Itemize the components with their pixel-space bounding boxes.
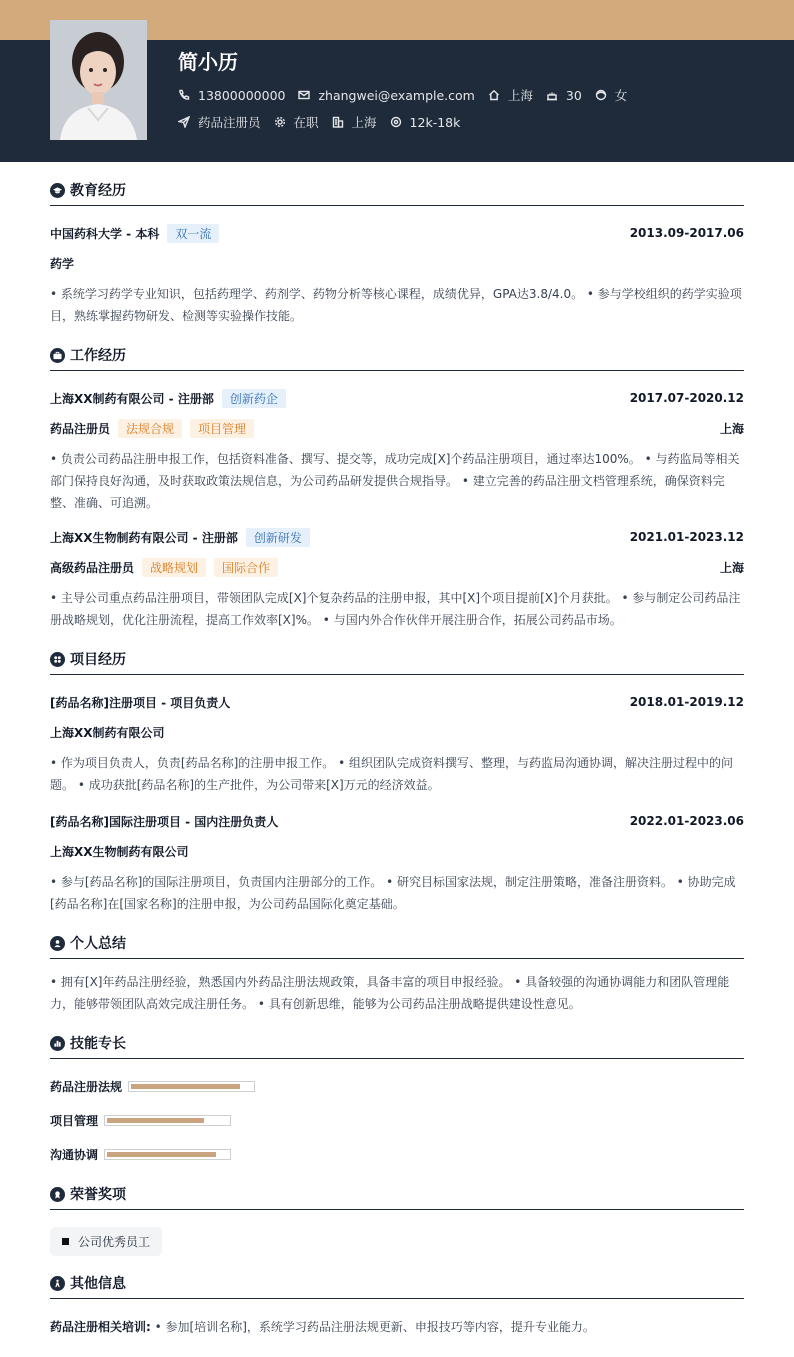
briefcase-icon — [50, 348, 65, 363]
city-text: 上海 — [507, 88, 533, 103]
send-icon — [178, 116, 190, 128]
salary-text: 12k-18k — [409, 114, 461, 130]
skills-list — [50, 1077, 744, 1163]
age-text: 30 — [565, 87, 582, 103]
profile-photo — [50, 20, 147, 140]
projects-section — [50, 650, 744, 915]
work-company-row — [50, 389, 744, 407]
skill-fill — [131, 1084, 240, 1089]
project-name: [药品名称]国际注册项目 - 国内注册负责人 — [50, 814, 279, 829]
gear-icon — [274, 116, 286, 128]
project-desc: • 参与[药品名称]的国际注册项目，负责国内注册部分的工作。 • 研究目标国家法规，制定注册策略，准备注册资料。 • 协助完成[药品名称]在[国家名称]的注册申报，为公司药品国际化奠定基础。 — [50, 875, 736, 911]
skill-bar — [128, 1081, 255, 1092]
company-tag: 创新研发 — [246, 528, 310, 547]
project-company: 上海XX生物制药有限公司 — [50, 844, 189, 859]
section-header — [50, 1034, 744, 1059]
section-title: 项目经历 — [70, 652, 126, 668]
grid-icon — [50, 652, 65, 667]
role-tag: 国际合作 — [214, 558, 278, 577]
position-info — [178, 113, 261, 131]
project-company-row — [50, 723, 744, 741]
education-row — [50, 224, 744, 242]
company-name: 上海XX制药有限公司 - 注册部 — [50, 391, 214, 406]
role-wrap — [50, 419, 254, 438]
education-date: 2013.09-2017.06 — [629, 226, 744, 240]
coin-icon — [390, 116, 402, 128]
phone-icon — [178, 89, 190, 101]
role-wrap — [50, 558, 278, 577]
major-row — [50, 254, 744, 272]
candidate-name: 简小历 — [178, 50, 238, 74]
resume-body — [0, 181, 794, 1335]
project-name: [药品名称]注册项目 - 项目负责人 — [50, 695, 231, 710]
skill-name: 药品注册法规 — [50, 1079, 123, 1094]
other-section — [50, 1274, 744, 1335]
status-info — [274, 113, 319, 131]
section-header — [50, 181, 744, 206]
company-wrap — [50, 389, 286, 408]
project-item — [50, 693, 744, 796]
skill-item — [50, 1111, 744, 1129]
person-face-icon — [595, 89, 607, 101]
school-wrap — [50, 224, 219, 243]
section-title: 个人总结 — [70, 936, 126, 952]
skill-item — [50, 1077, 744, 1095]
work-city: 上海 — [719, 560, 744, 575]
person-walking-icon — [50, 1276, 65, 1291]
bar-chart-icon — [50, 1036, 65, 1051]
resume-header — [0, 40, 794, 162]
skill-bar — [104, 1149, 231, 1160]
project-company: 上海XX制药有限公司 — [50, 725, 165, 740]
skill-fill — [107, 1152, 216, 1157]
award-icon — [50, 1187, 65, 1202]
section-title: 其他信息 — [70, 1276, 126, 1292]
skill-name: 项目管理 — [50, 1113, 99, 1128]
work-desc: • 负责公司药品注册申报工作，包括资料准备、撰写、提交等，成功完成[X]个药品注册项目，通过率达100%。 • 与药监局等相关部门保持良好沟通，及时获取政策法规信息，为公司药品研发提供合规指导。 • 建立完善的药品注册文档管理系统，确保资料完整、准确、可追溯。 — [50, 452, 740, 510]
phone-info — [178, 88, 285, 103]
other-info — [50, 1318, 744, 1335]
work-date: 2017.07-2020.12 — [629, 391, 744, 405]
project-date: 2018.01-2019.12 — [629, 695, 744, 709]
email-info — [298, 88, 474, 103]
status-text: 在职 — [293, 115, 319, 130]
work-city: 上海 — [719, 421, 744, 436]
section-header — [50, 1185, 744, 1210]
role-tag: 项目管理 — [190, 419, 254, 438]
section-title: 教育经历 — [70, 183, 126, 199]
award-text: 公司优秀员工 — [78, 1235, 151, 1249]
skills-section — [50, 1034, 744, 1163]
role-tag: 法规合规 — [118, 419, 182, 438]
graduation-cap-icon — [50, 183, 65, 198]
mail-icon — [298, 89, 310, 101]
role-tag: 战略规划 — [142, 558, 206, 577]
project-item — [50, 812, 744, 915]
school-tag: 双一流 — [167, 224, 219, 243]
user-icon — [50, 936, 65, 951]
work-item — [50, 528, 744, 631]
section-header — [50, 650, 744, 675]
summary-desc: • 拥有[X]年药品注册经验，熟悉国内外药品注册法规政策，具备丰富的项目申报经验。 • 具备较强的沟通协调能力和团队管理能力，能够带领团队高效完成注册任务。 • 具有创新思维，能够为公司药品注册战略提供建设性意见。 — [50, 975, 730, 1011]
education-section — [50, 181, 744, 327]
section-header — [50, 934, 744, 959]
section-header — [50, 346, 744, 371]
section-title: 工作经历 — [70, 348, 126, 364]
company-name: 上海XX生物制药有限公司 - 注册部 — [50, 530, 238, 545]
work-desc: • 主导公司重点药品注册项目，带领团队完成[X]个复杂药品的注册申报，其中[X]个项目提前[X]个月获批。 • 参与制定公司药品注册战略规划，优化注册流程，提高工作效率[X]%。 • 与国内外合作伙伴开展注册合作，拓展公司药品市场。 — [50, 591, 741, 627]
skill-name: 沟通协调 — [50, 1147, 99, 1162]
role-name: 高级药品注册员 — [50, 560, 135, 575]
work-role-row — [50, 558, 744, 576]
section-title: 技能专长 — [70, 1036, 126, 1052]
age-info — [546, 88, 582, 103]
major: 药学 — [50, 256, 75, 271]
square-bullet-icon — [62, 1238, 69, 1245]
city-info — [488, 86, 533, 104]
project-company-row — [50, 842, 744, 860]
section-title: 荣誉奖项 — [70, 1187, 126, 1203]
work-date: 2021.01-2023.12 — [629, 530, 744, 544]
education-desc: • 系统学习药学专业知识，包括药理学、药剂学、药物分析等核心课程，成绩优异，GPA达3.8/4.0。 • 参与学校组织的药学实验项目，熟练掌握药物研发、检测等实验操作技能。 — [50, 287, 742, 323]
company-wrap — [50, 528, 310, 547]
contact-row — [178, 86, 640, 104]
other-desc: • 参加[培训名称]，系统学习药品注册法规更新、申报技巧等内容，提升专业能力。 — [154, 1320, 595, 1334]
email-text: zhangwei@example.com — [318, 87, 475, 103]
project-desc: • 作为项目负责人，负责[药品名称]的注册申报工作。 • 组织团队完成资料撰写、整理，与药监局沟通协调，解决注册过程中的问题。 • 成功获批[药品名称]的生产批件，为公司带来[X]万元的经济效益。 — [50, 756, 733, 792]
home-icon — [488, 89, 500, 101]
summary-section — [50, 934, 744, 1015]
building-icon — [332, 116, 344, 128]
role-name: 药品注册员 — [50, 421, 111, 436]
work-item — [50, 389, 744, 514]
salary-info — [390, 115, 461, 130]
skill-fill — [107, 1118, 204, 1123]
position-text: 药品注册员 — [198, 115, 261, 130]
awards-section — [50, 1185, 744, 1256]
skill-item — [50, 1145, 744, 1163]
target-city-text: 上海 — [351, 115, 377, 130]
phone-text: 13800000000 — [198, 87, 286, 103]
other-label: 药品注册相关培训: — [50, 1320, 151, 1334]
school-name: 中国药科大学 - 本科 — [50, 226, 160, 241]
skill-bar — [104, 1115, 231, 1126]
award-badge — [50, 1227, 162, 1256]
company-tag: 创新药企 — [222, 389, 286, 408]
gender-info — [595, 86, 628, 104]
job-intent-row — [178, 113, 473, 131]
cake-icon — [546, 89, 558, 101]
work-role-row — [50, 419, 744, 437]
target-city-info — [332, 113, 377, 131]
gender-text: 女 — [614, 88, 628, 103]
project-row — [50, 812, 744, 830]
work-company-row — [50, 528, 744, 546]
project-row — [50, 693, 744, 711]
project-date: 2022.01-2023.06 — [629, 814, 744, 828]
section-header — [50, 1274, 744, 1299]
work-section — [50, 346, 744, 631]
